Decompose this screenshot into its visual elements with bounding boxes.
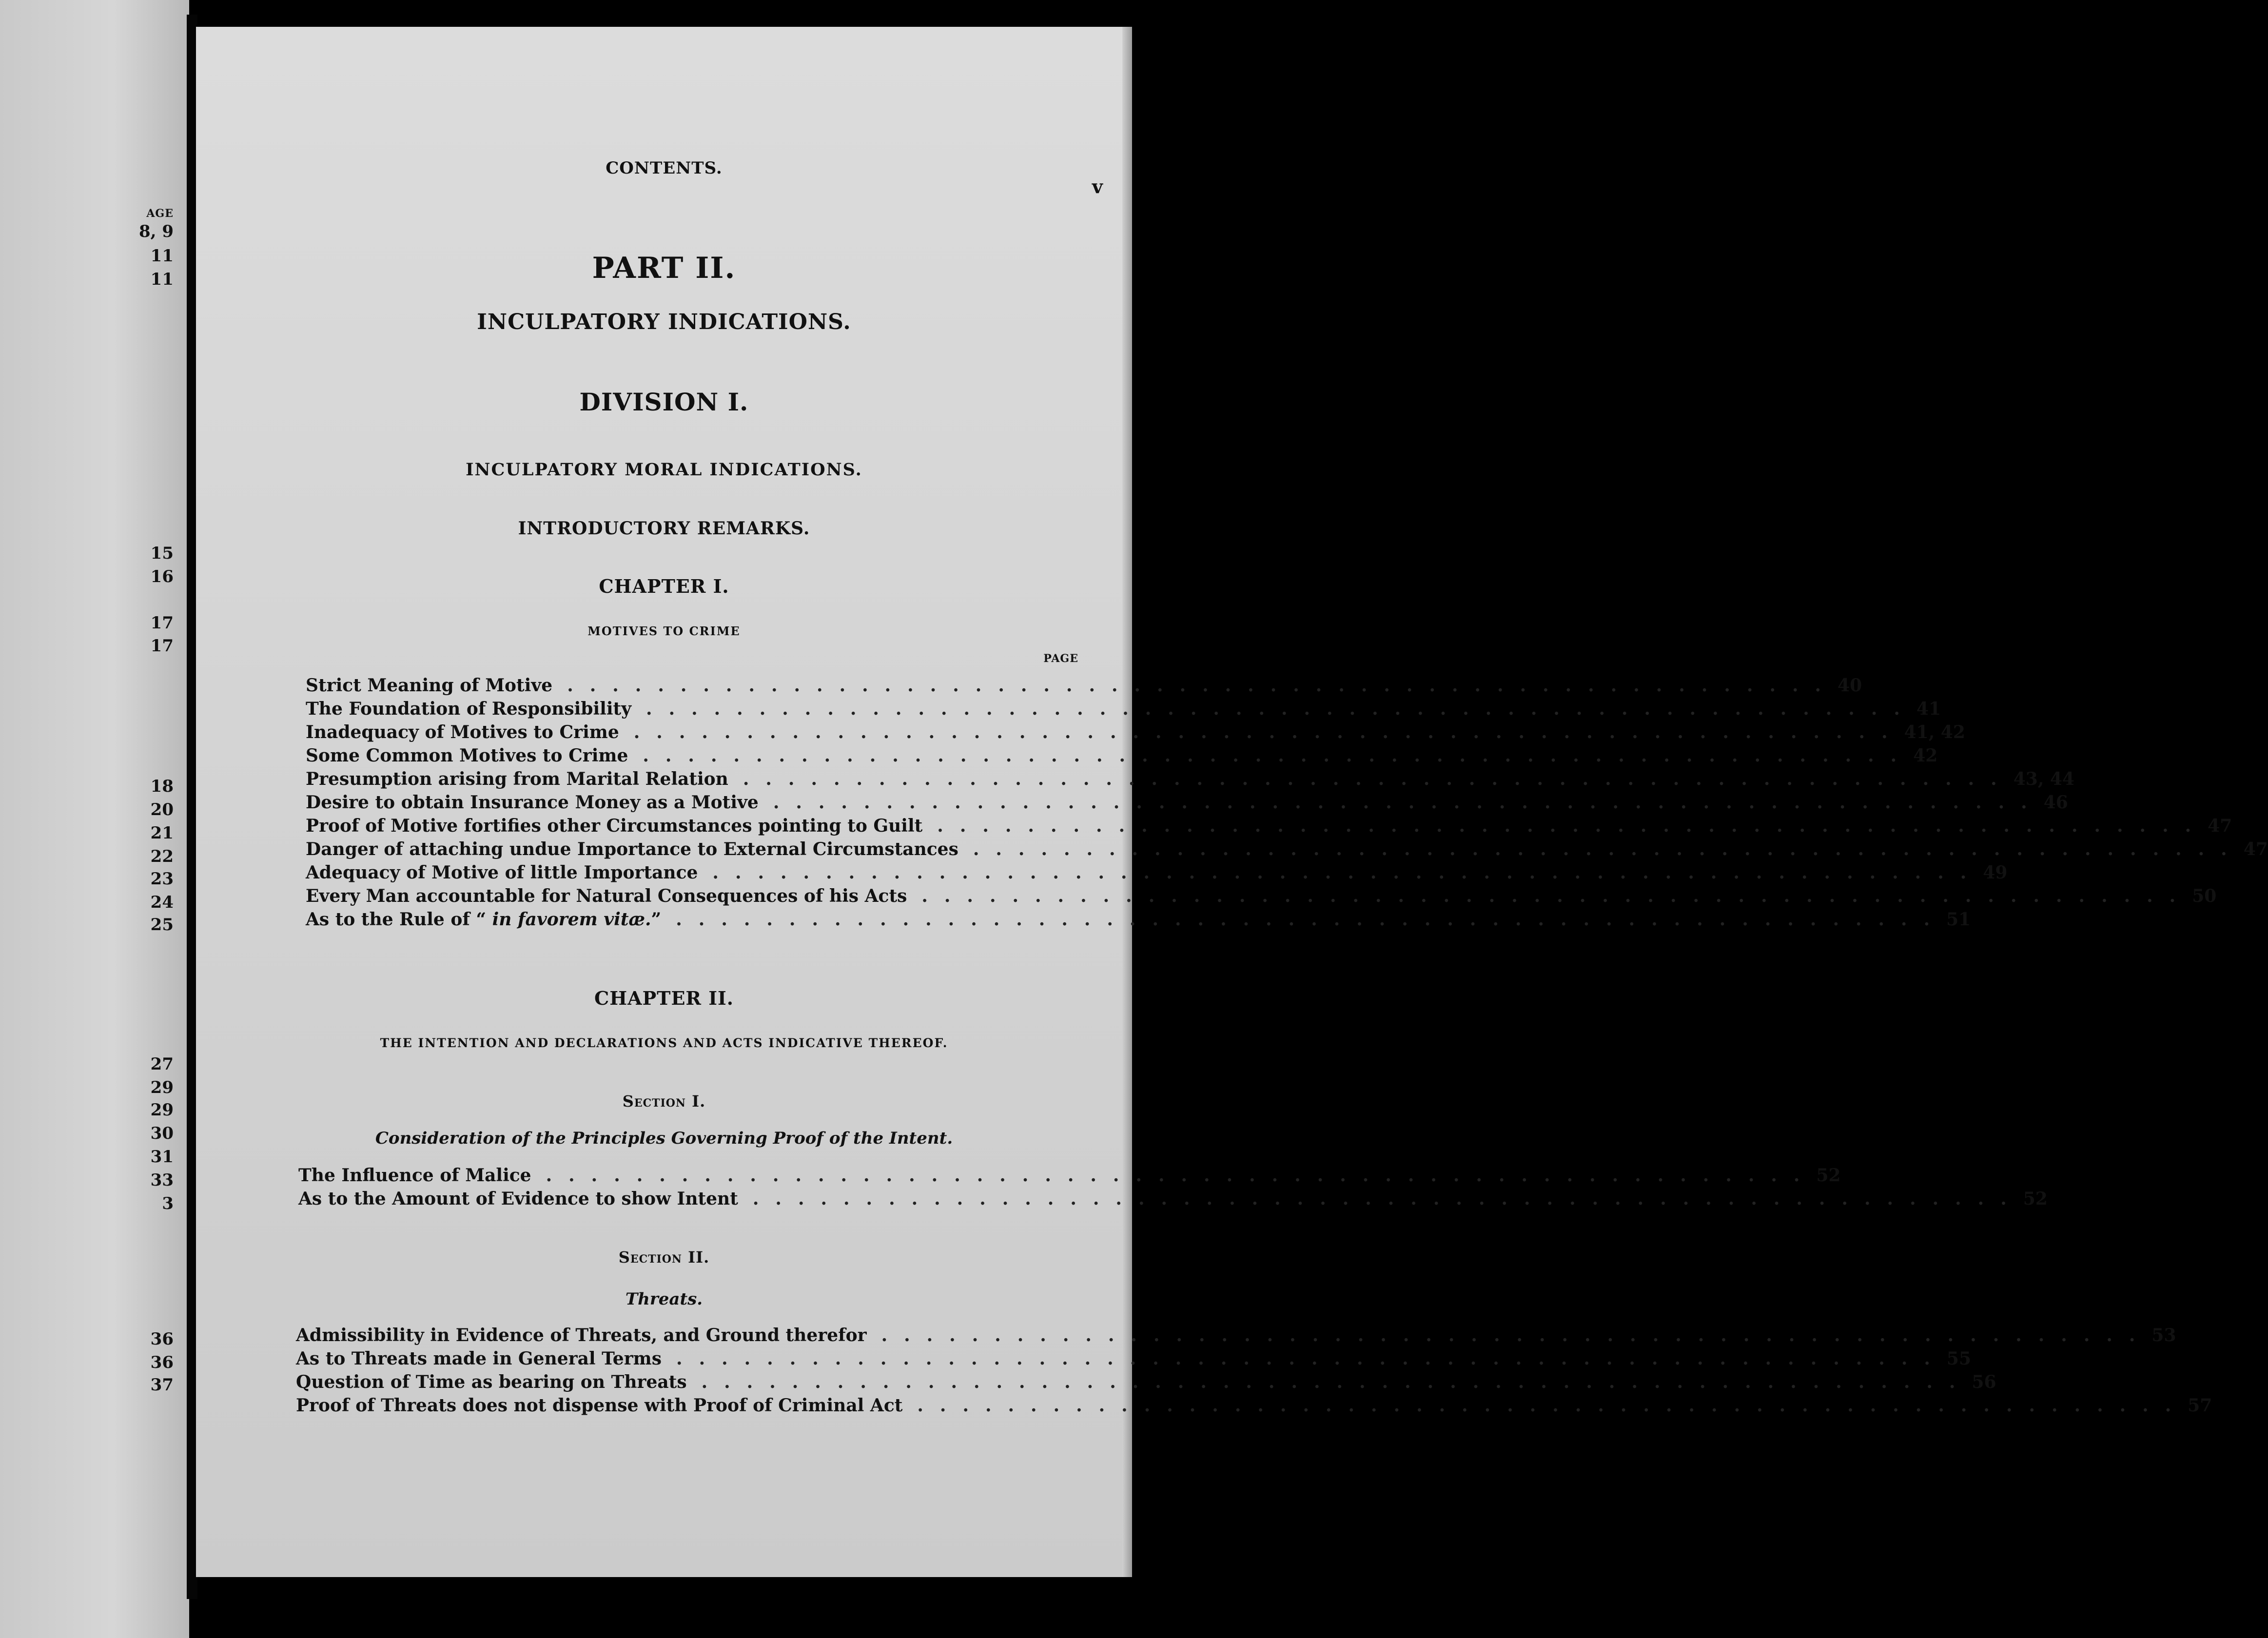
toc-entry-page: 53: [2151, 1325, 2176, 1346]
toc-entry: [306, 699, 1941, 722]
toc-entry-label: Adequacy of Motive of little Importance: [306, 862, 698, 883]
page-column-label: PAGE: [1043, 652, 1078, 665]
toc-entry-label: Strict Meaning of Motive: [306, 675, 553, 696]
left-page-number: 27: [150, 1054, 174, 1074]
left-page-number: 22: [150, 847, 174, 866]
dot-leader: ........................................................: [937, 816, 2208, 836]
page-folio: v: [1092, 176, 1103, 197]
toc-entry-label: Question of Time as bearing on Threats: [296, 1372, 687, 1392]
left-page-number: 3: [162, 1194, 174, 1213]
toc-entry-label: As to the Amount of Evidence to show Intent: [298, 1189, 738, 1209]
section-2-heading: Threats.: [625, 1289, 703, 1309]
toc-entry-page: 49: [1983, 862, 2008, 883]
dot-leader: ........................................................: [773, 792, 2044, 813]
toc-entry-page: 56: [1972, 1372, 1996, 1392]
chapter-1-subtitle: MOTIVES TO CRIME: [587, 624, 741, 638]
toc-entry-page: 52: [2023, 1189, 2048, 1209]
toc-entry-page: 41, 42: [1904, 722, 1965, 742]
left-page-number: 16: [150, 567, 174, 586]
part-title: INCULPATORY INDICATIONS.: [477, 310, 851, 334]
toc-entry-label: Presumption arising from Marital Relation: [306, 769, 728, 789]
left-page-number: 18: [150, 777, 174, 796]
toc-entry: [296, 1348, 1971, 1372]
toc-entry-page: 47: [2243, 839, 2268, 859]
left-page-number: 8, 9: [139, 222, 174, 241]
toc-entry: [306, 816, 2232, 839]
toc-entry: [298, 1189, 2048, 1212]
toc-entry-page: 43, 44: [2013, 769, 2074, 789]
toc-entry-page: 40: [1838, 675, 1862, 696]
toc-entry-label: Danger of attaching undue Importance to External Circumstances: [306, 839, 958, 859]
toc-entry: [306, 862, 2008, 886]
toc-entry-label: Proof of Threats does not dispense with Proof of Criminal Act: [296, 1395, 903, 1416]
toc-entry-page: 41: [1916, 699, 1941, 719]
dot-leader: ........................................................: [676, 1348, 1947, 1369]
dot-leader: ........................................................: [546, 1165, 1817, 1186]
toc-entry-label: As to Threats made in General Terms: [296, 1348, 662, 1369]
dot-leader: ........................................................: [921, 886, 2192, 906]
toc-entry-label-italic: in favorem vitæ.: [492, 909, 651, 930]
left-page-number: 24: [150, 893, 174, 912]
left-page-number: 17: [150, 636, 174, 656]
introductory-remarks: INTRODUCTORY REMARKS.: [518, 518, 810, 539]
toc-entry: [306, 675, 1862, 699]
toc-entry-label: The Foundation of Responsibility: [306, 699, 632, 719]
left-page-number: 37: [150, 1375, 174, 1395]
left-page-number: 36: [150, 1353, 174, 1372]
toc-entry: [306, 792, 2068, 816]
toc-entry-label: Every Man accountable for Natural Consequences of his Acts: [306, 886, 907, 906]
chapter-2-title: CHAPTER II.: [594, 987, 734, 1009]
dot-leader: ........................................................: [881, 1325, 2152, 1346]
toc-entry: [306, 769, 2074, 792]
left-page-number: 11: [150, 270, 174, 289]
dot-leader: ........................................................: [646, 699, 1916, 719]
left-page-number: 29: [150, 1100, 174, 1120]
dot-leader: ........................................................: [743, 769, 2014, 789]
dot-leader: ........................................................: [676, 909, 1947, 930]
toc-entry-page: 55: [1946, 1348, 1971, 1369]
left-page-number: 23: [150, 869, 174, 889]
toc-entry: [306, 745, 1938, 769]
left-page-number: 33: [150, 1170, 174, 1190]
dot-leader: ........................................................: [633, 722, 1904, 742]
toc-entry: [306, 909, 1971, 933]
toc-entry-label: Some Common Motives to Crime: [306, 745, 628, 766]
toc-entry-page: 42: [1913, 745, 1938, 766]
toc-entry-page: 46: [2043, 792, 2068, 813]
left-page-number: 21: [150, 823, 174, 843]
left-page-number: 25: [150, 915, 174, 935]
left-page-number: 36: [150, 1329, 174, 1349]
toc-entry: [296, 1372, 1996, 1395]
dot-leader: ........................................................: [643, 745, 1914, 766]
dot-leader: ........................................................: [567, 675, 1838, 696]
toc-entry: [298, 1165, 1841, 1189]
toc-entry: [306, 839, 2268, 862]
toc-entry: [296, 1325, 2176, 1348]
left-page-number: 15: [150, 544, 174, 563]
dot-leader: ........................................................: [917, 1395, 2188, 1416]
division-heading: DIVISION I.: [579, 388, 749, 416]
toc-entry-page: 51: [1946, 909, 1971, 930]
section-1-title: Section I.: [622, 1092, 706, 1111]
toc-entry-label: Proof of Motive fortifies other Circumstances pointing to Guilt: [306, 816, 923, 836]
left-page-number: 11: [150, 246, 174, 266]
dot-leader: ........................................................: [701, 1372, 1972, 1392]
running-head: CONTENTS.: [606, 158, 723, 178]
left-page-number: 31: [150, 1147, 174, 1167]
left-page-number: 29: [150, 1078, 174, 1097]
contents-page: [196, 27, 2268, 1577]
toc-entry-label: Inadequacy of Motives to Crime: [306, 722, 619, 742]
left-page-number: 20: [150, 800, 174, 819]
section-2-title: Section II.: [618, 1248, 710, 1267]
toc-entry-page: 47: [2208, 816, 2232, 836]
left-page-header: AGE: [146, 207, 174, 220]
toc-entry-label: [306, 909, 661, 930]
division-title: INCULPATORY MORAL INDICATIONS.: [466, 460, 862, 480]
toc-entry-page: 50: [2192, 886, 2217, 906]
toc-entry-label-pre: As to the Rule of “: [306, 909, 492, 930]
toc-entry: [306, 722, 1965, 745]
part-heading: PART II.: [592, 251, 736, 285]
toc-entry-label: Desire to obtain Insurance Money as a Motive: [306, 792, 759, 813]
toc-entry-label: Admissibility in Evidence of Threats, and Ground therefor: [296, 1325, 867, 1346]
section-1-heading: Consideration of the Principles Governing Proof of the Intent.: [375, 1129, 953, 1148]
toc-entry-label-post: ”: [651, 909, 662, 930]
toc-entry-page: 57: [2188, 1395, 2212, 1416]
left-facing-page: [0, 0, 189, 1638]
dot-leader: ........................................................: [973, 839, 2244, 859]
chapter-1-title: CHAPTER I.: [599, 575, 729, 597]
left-page-number: 30: [150, 1124, 174, 1143]
dot-leader: ........................................................: [752, 1189, 2023, 1209]
chapter-2-subtitle: THE INTENTION AND DECLARATIONS AND ACTS INDICATIVE THEREOF.: [380, 1036, 948, 1050]
toc-entry: [296, 1395, 2212, 1419]
toc-entry: [306, 886, 2217, 909]
left-page-number: 17: [150, 613, 174, 633]
dot-leader: ........................................................: [712, 862, 1983, 883]
toc-entry-label: The Influence of Malice: [298, 1165, 531, 1186]
toc-entry-page: 52: [1816, 1165, 1841, 1186]
